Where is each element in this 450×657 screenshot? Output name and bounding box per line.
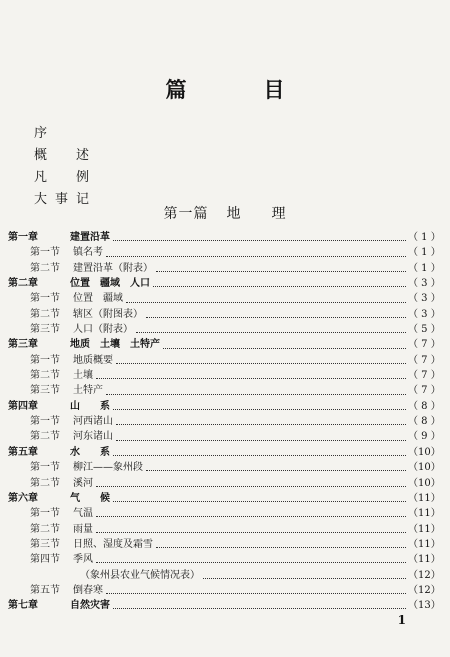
front-matter-item: 大事记	[34, 192, 98, 207]
toc-section-row	[8, 353, 441, 368]
entry-page-number: （ 7 ）	[408, 370, 441, 382]
toc-entry-label	[8, 522, 94, 537]
dot-leader	[203, 578, 406, 579]
section-number: 第二节	[30, 431, 60, 443]
entry-title: （象州县农业气候情况表）	[80, 569, 200, 581]
toc-entry-label	[8, 307, 144, 322]
entry-page-number: （ 1 ）	[408, 247, 441, 259]
chapter-number: 第二章	[8, 278, 38, 290]
entry-page-number: （ 9 ）	[408, 431, 441, 443]
dot-leader	[146, 470, 406, 471]
entry-page-number: （ 8 ）	[408, 416, 441, 428]
entry-page-number: （12）	[408, 584, 441, 596]
entry-page-number: （11）	[408, 492, 441, 504]
toc-entry-label	[8, 583, 104, 598]
toc-chapter-row	[8, 337, 441, 352]
toc-entry-label	[8, 552, 94, 567]
toc-chapter-row	[8, 598, 441, 613]
page-number: 1	[397, 613, 406, 627]
entry-title: 雨量	[73, 523, 93, 535]
toc-entry-label	[8, 506, 94, 521]
toc-section-row	[8, 522, 441, 537]
toc-chapter-row	[8, 491, 441, 506]
entry-title: 镇名考	[73, 247, 103, 259]
entry-page-number: （ 3 ）	[408, 293, 441, 305]
toc-section-row	[8, 245, 441, 260]
dot-leader	[156, 547, 406, 548]
page-title: 篇 目	[165, 77, 313, 102]
entry-page-number: （11）	[408, 554, 441, 566]
part-number: 第一篇	[163, 206, 209, 222]
entry-page-number: （ 3 ）	[408, 278, 441, 290]
dot-leader	[116, 424, 406, 425]
front-matter-item: 序	[34, 126, 56, 141]
entry-title: 位置 疆域 人口	[70, 278, 150, 290]
toc-entry-label	[8, 598, 111, 613]
toc-entry-label	[8, 230, 111, 245]
toc-entry-label	[8, 460, 144, 475]
dot-leader	[96, 516, 406, 517]
entry-page-number: （ 7 ）	[408, 339, 441, 351]
toc-entry-label	[8, 291, 124, 306]
toc-entry-label	[8, 337, 161, 352]
section-number: 第二节	[30, 523, 60, 535]
entry-title: 溪河	[73, 477, 93, 489]
entry-page-number: （11）	[408, 508, 441, 520]
section-number: 第一节	[30, 247, 60, 259]
dot-leader	[96, 562, 406, 563]
part-title: 地 理	[226, 206, 287, 222]
chapter-number: 第三章	[8, 339, 38, 351]
toc-section-row	[8, 291, 441, 306]
dot-leader	[113, 240, 406, 241]
chapter-number: 第五章	[8, 446, 38, 458]
chapter-number: 第一章	[8, 232, 38, 243]
dot-leader	[116, 440, 406, 441]
entry-page-number: （12）	[408, 569, 441, 581]
entry-title: 气 候	[70, 492, 110, 504]
section-number: 第一节	[30, 354, 60, 366]
dot-leader	[136, 332, 406, 333]
entry-title: 山 系	[70, 400, 110, 412]
section-number: 第五节	[30, 584, 60, 596]
dot-leader	[96, 378, 406, 379]
toc-chapter-row	[8, 230, 441, 245]
chapter-number: 第七章	[8, 600, 38, 612]
chapter-number: 第六章	[8, 492, 38, 504]
entry-title: 气温	[73, 508, 93, 520]
toc-entry-label	[8, 322, 134, 337]
dot-leader	[113, 409, 406, 410]
entry-page-number: （ 5 ）	[408, 324, 441, 336]
toc-chapter-row	[8, 276, 441, 291]
toc-entry-label	[8, 368, 94, 383]
toc-entry-label	[8, 568, 201, 583]
dot-leader	[106, 256, 406, 257]
dot-leader	[163, 348, 406, 349]
dot-leader	[113, 501, 406, 502]
section-number: 第二节	[30, 477, 60, 489]
chapter-number: 第四章	[8, 400, 38, 412]
toc-subentry-row	[8, 568, 441, 583]
entry-title: 地质概要	[73, 354, 113, 366]
section-number: 第三节	[30, 324, 60, 336]
entry-page-number: （10）	[408, 446, 441, 458]
toc-entry-label	[8, 491, 111, 506]
dot-leader	[146, 317, 406, 318]
entry-title: 河东诸山	[73, 431, 113, 443]
front-matter-item: 凡 例	[34, 170, 98, 185]
entry-page-number: （ 3 ）	[408, 308, 441, 320]
part-heading	[0, 203, 450, 223]
entry-page-number: （ 8 ）	[408, 400, 441, 412]
toc-section-row	[8, 383, 441, 398]
dot-leader	[156, 271, 406, 272]
toc-entry-label	[8, 245, 104, 260]
entry-title: 土特产	[73, 385, 103, 397]
toc-section-row	[8, 307, 441, 322]
front-matter-list	[34, 123, 97, 211]
dot-leader	[113, 608, 406, 609]
toc-section-row	[8, 322, 441, 337]
entry-page-number: （11）	[408, 538, 441, 550]
toc-entry-label	[8, 414, 114, 429]
toc-entry-label	[8, 399, 111, 414]
toc-section-row	[8, 506, 441, 521]
dot-leader	[106, 593, 406, 594]
entry-title: 土壤	[73, 370, 93, 382]
toc-section-row	[8, 429, 441, 444]
entry-page-number: （ 1 ）	[408, 232, 441, 243]
toc-section-row	[8, 368, 441, 383]
table-of-contents	[8, 230, 441, 614]
toc-entry-label	[8, 429, 114, 444]
entry-page-number: （ 7 ）	[408, 354, 441, 366]
toc-section-row	[8, 414, 441, 429]
entry-title: 地质 土壤 土特产	[70, 339, 160, 351]
entry-title: 人口（附表）	[73, 324, 133, 336]
dot-leader	[116, 363, 406, 364]
dot-leader	[96, 486, 406, 487]
toc-entry-label	[8, 445, 111, 460]
toc-entry-label	[8, 383, 104, 398]
entry-title: 季风	[73, 554, 93, 566]
entry-page-number: （10）	[408, 462, 441, 474]
toc-entry-label	[8, 261, 154, 276]
toc-section-row	[8, 460, 441, 475]
section-number: 第二节	[30, 308, 60, 320]
entry-title: 建置沿革（附表）	[73, 262, 153, 274]
toc-section-row	[8, 537, 441, 552]
section-number: 第三节	[30, 538, 60, 550]
entry-page-number: （11）	[408, 523, 441, 535]
toc-entry-label	[8, 276, 151, 291]
toc-section-row	[8, 261, 441, 276]
entry-page-number: （13）	[408, 600, 441, 612]
entry-title: 河西诸山	[73, 416, 113, 428]
dot-leader	[153, 286, 406, 287]
toc-chapter-row	[8, 399, 441, 414]
section-number: 第二节	[30, 262, 60, 274]
entry-title: 水 系	[70, 446, 110, 458]
toc-entry-label	[8, 476, 94, 491]
dot-leader	[113, 455, 406, 456]
toc-entry-label	[8, 537, 154, 552]
toc-section-row	[8, 552, 441, 567]
entry-title: 建置沿革	[70, 232, 110, 243]
front-matter-item: 概 述	[34, 148, 98, 163]
dot-leader	[126, 302, 406, 303]
section-number: 第一节	[30, 508, 60, 520]
dot-leader	[106, 394, 406, 395]
entry-title: 辖区（附图表）	[73, 308, 143, 320]
entry-page-number: （ 1 ）	[408, 262, 441, 274]
entry-title: 日照、湿度及霜雪	[73, 538, 153, 550]
section-number: 第三节	[30, 385, 60, 397]
entry-title: 自然灾害	[70, 600, 110, 612]
section-number: 第一节	[30, 462, 60, 474]
section-number: 第一节	[30, 416, 60, 428]
entry-title: 倒春寒	[73, 584, 103, 596]
toc-chapter-row	[8, 445, 441, 460]
entry-page-number: （ 7 ）	[408, 385, 441, 397]
toc-section-row	[8, 476, 441, 491]
section-number: 第一节	[30, 293, 60, 305]
section-number: 第二节	[30, 370, 60, 382]
entry-title: 柳江——象州段	[73, 462, 143, 474]
entry-title: 位置 疆域	[73, 293, 123, 305]
dot-leader	[96, 532, 406, 533]
toc-entry-label	[8, 353, 114, 368]
toc-section-row	[8, 583, 441, 598]
entry-page-number: （10）	[408, 477, 441, 489]
section-number: 第四节	[30, 554, 60, 566]
